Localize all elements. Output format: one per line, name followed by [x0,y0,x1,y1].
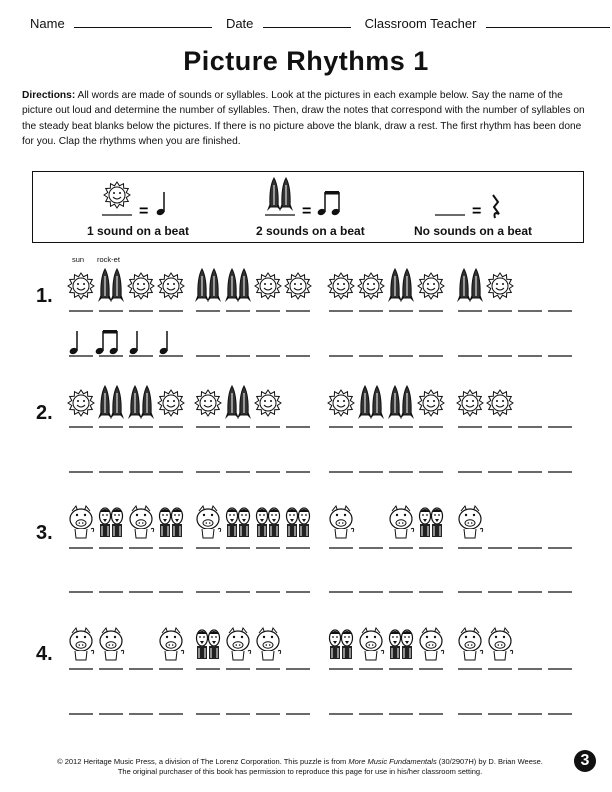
birds-icon [227,508,250,537]
birds-icon [100,508,123,537]
date-label: Date [225,16,254,31]
eighth-notes-icon [95,330,119,355]
name-label: Name [30,16,65,31]
eighth-notes-icon [317,191,341,216]
pig-icon [390,506,414,538]
sun-icon [285,273,311,299]
quarter-rest-icon [493,195,499,218]
equals-sign: = [139,203,149,220]
sun-icon [128,273,154,299]
birds-icon [197,630,220,659]
sun-icon [487,390,513,416]
birds-icon [390,630,413,659]
sun-icon [104,182,130,208]
rocket-icon [267,178,293,211]
equals-sign: = [302,203,312,220]
quarter-note-icon [129,331,139,355]
rocket-icon [98,269,124,302]
footer-book-title: More Music Fundamentals [348,757,437,766]
pig-icon [100,628,124,660]
sun-icon [358,273,384,299]
equals-sign: = [472,203,482,220]
teacher-label: Classroom Teacher [364,16,477,31]
sun-icon [487,273,513,299]
pig-icon [160,628,184,660]
footer-line1-a: © 2012 Heritage Music Press, a division of The Lorenz Corporation. This puzzle is from [57,757,349,766]
sun-icon [255,390,281,416]
birds-icon [160,508,183,537]
pig-icon [459,506,483,538]
rocket-icon [358,386,384,419]
footer [40,757,560,777]
row-number-1: 1. [36,285,53,307]
pig-icon [70,628,94,660]
sun-icon [195,390,221,416]
rocket-icon [128,386,154,419]
page-title: Picture Rhythms 1 [183,46,429,76]
pig-icon [257,628,281,660]
row-number-3: 3. [36,522,53,544]
caption-rocket: rock-et [97,255,120,264]
sun-icon [68,273,94,299]
sun-icon [328,390,354,416]
rocket-icon [388,269,414,302]
pig-icon [70,506,94,538]
rocket-icon [98,386,124,419]
pig-icon [130,506,154,538]
pig-icon [330,506,354,538]
sun-icon [68,390,94,416]
caption-sun: sun [72,255,85,264]
sun-icon [457,390,483,416]
pig-icon [227,628,251,660]
rocket-icon [388,386,414,419]
sun-icon [255,273,281,299]
rocket-icon [225,386,251,419]
rocket-icon [195,269,221,302]
example-label-2: 2 sounds on a beat [256,224,365,238]
pig-icon [489,628,513,660]
rocket-icon [457,269,483,302]
birds-icon [257,508,280,537]
sun-icon [158,273,184,299]
quarter-note-icon [69,331,79,355]
birds-icon [420,508,443,537]
pig-icon [420,628,444,660]
pig-icon [459,628,483,660]
sun-icon [158,390,184,416]
footer-line2: The original purchaser of this book has permission to reproduce this page for use in his/her classroom setting. [117,767,483,776]
birds-icon [330,630,353,659]
quarter-note-icon [159,331,169,355]
sun-icon [418,390,444,416]
sun-icon [328,273,354,299]
sun-icon [418,273,444,299]
row-number-4: 4. [36,643,53,665]
quarter-note-icon [156,192,166,216]
pig-icon [360,628,384,660]
example-label-3: No sounds on a beat [414,224,533,238]
birds-icon [287,508,310,537]
directions-label: Directions: [22,90,76,101]
example-label-1: 1 sound on a beat [87,224,190,238]
row-number-2: 2. [36,402,53,424]
rocket-icon [225,269,251,302]
page-number: 3 [574,750,596,772]
footer-line1-b: (30/2907H) by D. Brian Weese. [436,757,543,766]
directions-text: All words are made of sounds or syllables. Look at the pictures in each example below. Say the name of the picture out loud and determine the number of syllables. Then, draw the notes that correspond with the number of syllables on the steady beat blanks below the pictures. If there is no picture above the blank, draw a rest. The first rhythm has been done for you. Clap the rhythms when you are finished. [22,90,585,147]
pig-icon [197,506,221,538]
